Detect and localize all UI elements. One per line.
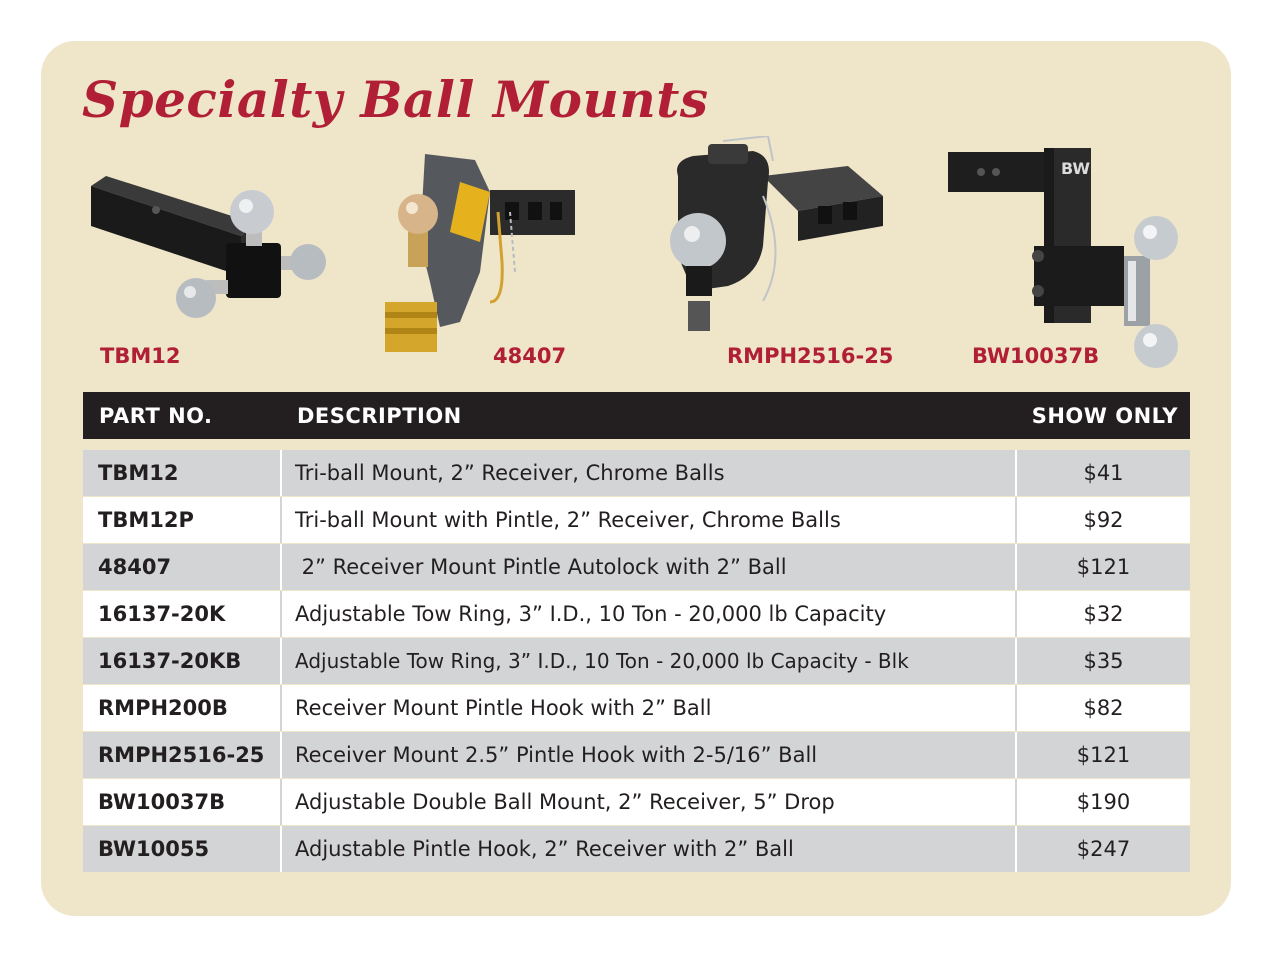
pintle-autolock-image bbox=[380, 152, 580, 357]
header-show-only: SHOW ONLY bbox=[1031, 404, 1178, 428]
part-number: 16137-20KB bbox=[98, 649, 242, 673]
price: $190 bbox=[1076, 790, 1131, 814]
table-row bbox=[83, 591, 1190, 637]
part-number: TBM12 bbox=[98, 461, 179, 485]
table-row bbox=[83, 826, 1190, 872]
part-number: 16137-20K bbox=[98, 602, 226, 626]
description: 2” Receiver Mount Pintle Autolock with 2” Ball bbox=[295, 555, 787, 579]
part-number: TBM12P bbox=[98, 508, 194, 532]
table-row bbox=[83, 685, 1190, 731]
product-label-48407: 48407 bbox=[493, 344, 567, 368]
svg-text:BW: BW bbox=[1061, 159, 1090, 178]
pintle-hook-image bbox=[668, 136, 888, 344]
double-ball-mount-image bbox=[946, 146, 1196, 372]
description: Tri-ball Mount, 2” Receiver, Chrome Balls bbox=[295, 461, 725, 485]
description: Receiver Mount Pintle Hook with 2” Ball bbox=[295, 696, 712, 720]
tri-ball-mount-image bbox=[86, 168, 336, 328]
description: Adjustable Tow Ring, 3” I.D., 10 Ton - 20,000 lb Capacity bbox=[295, 602, 887, 626]
header-part-no: PART NO. bbox=[99, 404, 213, 428]
description: Tri-ball Mount with Pintle, 2” Receiver, Chrome Balls bbox=[295, 508, 841, 532]
description: Adjustable Double Ball Mount, 2” Receiver, 5” Drop bbox=[295, 790, 835, 814]
price: $247 bbox=[1076, 837, 1131, 861]
part-number: RMPH2516-25 bbox=[98, 743, 265, 767]
price: $82 bbox=[1083, 696, 1124, 720]
price: $32 bbox=[1083, 602, 1124, 626]
part-number: 48407 bbox=[98, 555, 172, 579]
part-number: BW10037B bbox=[98, 790, 226, 814]
price: $41 bbox=[1083, 461, 1124, 485]
table-row bbox=[83, 638, 1190, 684]
product-label-bw10037b: BW10037B bbox=[972, 344, 1100, 368]
price: $92 bbox=[1083, 508, 1124, 532]
table-row bbox=[83, 497, 1190, 543]
price: $35 bbox=[1083, 649, 1124, 673]
product-label-tbm12: TBM12 bbox=[100, 344, 181, 368]
table-header bbox=[83, 392, 1190, 439]
table-row bbox=[83, 779, 1190, 825]
table-row bbox=[83, 732, 1190, 778]
price: $121 bbox=[1076, 743, 1131, 767]
price: $121 bbox=[1076, 555, 1131, 579]
description: Adjustable Tow Ring, 3” I.D., 10 Ton - 20,000 lb Capacity - Blk bbox=[295, 649, 909, 673]
table-row bbox=[83, 544, 1190, 590]
product-label-rmph2516-25: RMPH2516-25 bbox=[727, 344, 894, 368]
page-title: Specialty Ball Mounts bbox=[82, 70, 709, 129]
part-number: RMPH200B bbox=[98, 696, 228, 720]
description: Adjustable Pintle Hook, 2” Receiver with 2” Ball bbox=[295, 837, 794, 861]
description: Receiver Mount 2.5” Pintle Hook with 2-5/16” Ball bbox=[295, 743, 818, 767]
header-description: DESCRIPTION bbox=[297, 404, 462, 428]
part-number: BW10055 bbox=[98, 837, 210, 861]
table-row bbox=[83, 450, 1190, 496]
